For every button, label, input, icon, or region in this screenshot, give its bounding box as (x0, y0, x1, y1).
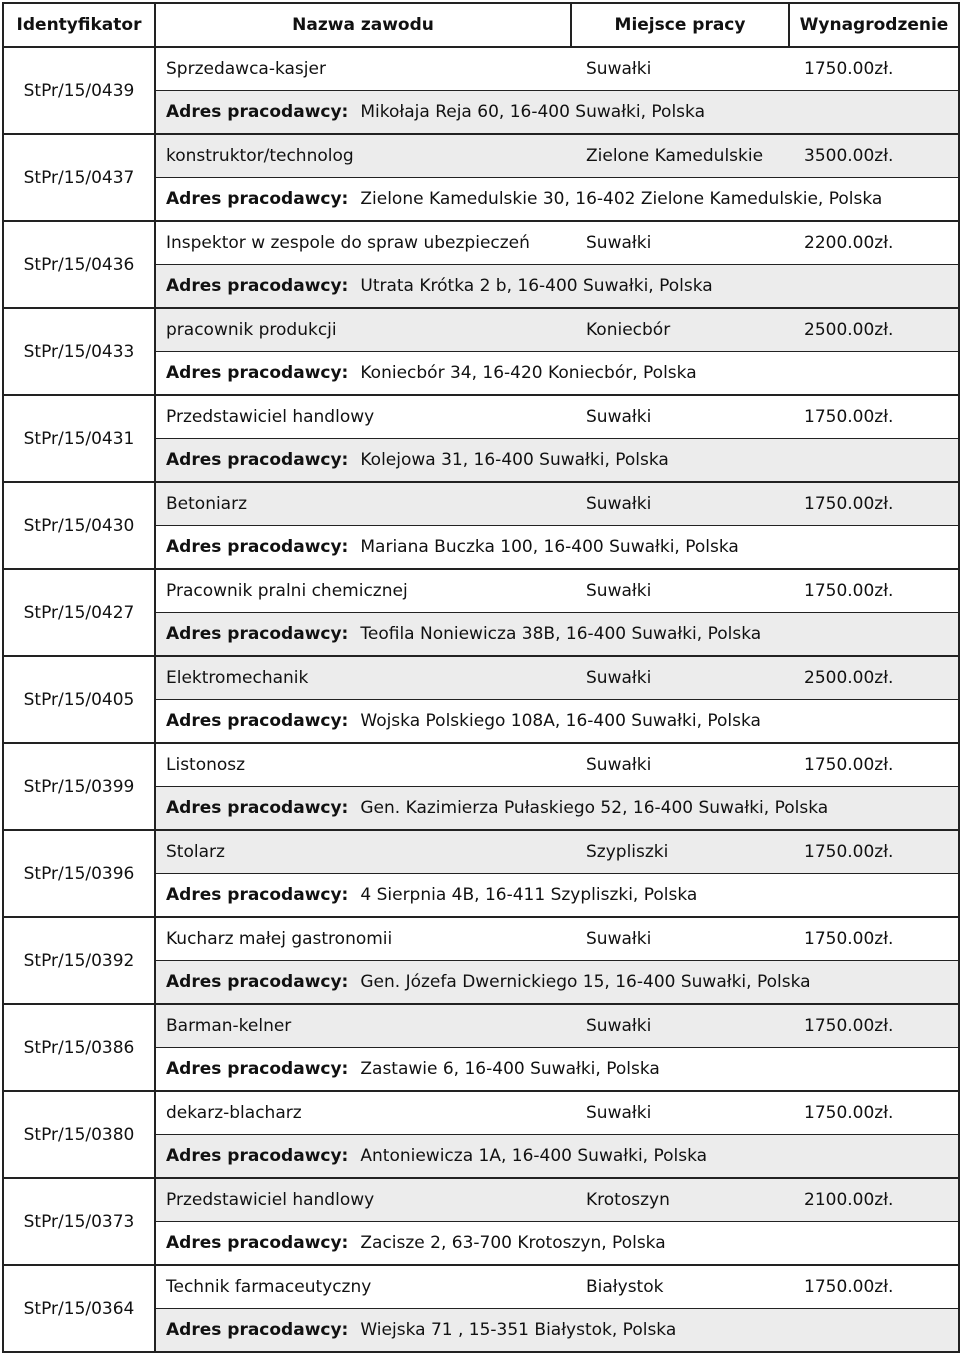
offer-job-name: pracownik produkcji (166, 320, 337, 340)
offer-id: StPr/15/0386 (3, 1004, 155, 1091)
offer-address: Mariana Buczka 100, 16-400 Suwałki, Polska (360, 537, 739, 557)
offer-details (155, 482, 959, 569)
offer-address-line (156, 700, 958, 742)
address-label: Adres pracodawcy: (166, 189, 349, 209)
address-label: Adres pracodawcy: (166, 102, 349, 122)
offer-workplace: Suwałki (586, 668, 652, 688)
offer-workplace: Suwałki (586, 929, 652, 949)
offer-address: Zacisze 2, 63-700 Krotoszyn, Polska (360, 1233, 666, 1253)
offer-salary: 1750.00zł. (804, 755, 894, 775)
offer-summary (156, 570, 958, 613)
table-row (3, 308, 959, 395)
offer-job-name: Barman-kelner (166, 1016, 292, 1036)
offer-job-name: Stolarz (166, 842, 225, 862)
job-offers-table (2, 2, 960, 1353)
offer-address: Wiejska 71 , 15-351 Białystok, Polska (360, 1320, 677, 1340)
offer-workplace: Suwałki (586, 1016, 652, 1036)
offer-workplace: Zielone Kamedulskie (586, 146, 764, 166)
offer-salary: 2100.00zł. (804, 1190, 894, 1210)
offer-id: StPr/15/0380 (3, 1091, 155, 1178)
offer-job-name: dekarz-blacharz (166, 1103, 302, 1123)
offer-salary: 1750.00zł. (804, 581, 894, 601)
offer-address: Antoniewicza 1A, 16-400 Suwałki, Polska (360, 1146, 708, 1166)
offer-id: StPr/15/0399 (3, 743, 155, 830)
offer-job-name: Inspektor w zespole do spraw ubezpieczeń (166, 233, 530, 253)
offer-details (155, 830, 959, 917)
offer-address-line (156, 265, 958, 307)
offer-salary: 2200.00zł. (804, 233, 894, 253)
address-label: Adres pracodawcy: (166, 798, 349, 818)
offer-details (155, 1091, 959, 1178)
table-row (3, 47, 959, 134)
offer-workplace: Suwałki (586, 59, 652, 79)
offer-details (155, 569, 959, 656)
offer-details (155, 1178, 959, 1265)
offer-summary (156, 483, 958, 526)
offer-address-line (156, 613, 958, 655)
offer-id: StPr/15/0392 (3, 917, 155, 1004)
offer-workplace: Suwałki (586, 755, 652, 775)
header-workplace: Miejsce pracy (571, 3, 789, 47)
offer-salary: 1750.00zł. (804, 494, 894, 514)
offer-summary (156, 1092, 958, 1135)
offer-salary: 1750.00zł. (804, 59, 894, 79)
offer-salary: 1750.00zł. (804, 1103, 894, 1123)
offer-id: StPr/15/0430 (3, 482, 155, 569)
offer-summary (156, 309, 958, 352)
header-identifier: Identyfikator (3, 3, 155, 47)
offer-id: StPr/15/0437 (3, 134, 155, 221)
offer-job-name: Pracownik pralni chemicznej (166, 581, 408, 601)
table-row (3, 917, 959, 1004)
offer-address: Kolejowa 31, 16-400 Suwałki, Polska (360, 450, 669, 470)
offer-salary: 3500.00zł. (804, 146, 894, 166)
address-label: Adres pracodawcy: (166, 1146, 349, 1166)
offer-id: StPr/15/0373 (3, 1178, 155, 1265)
offer-address: Zastawie 6, 16-400 Suwałki, Polska (360, 1059, 660, 1079)
table-row (3, 1004, 959, 1091)
address-label: Adres pracodawcy: (166, 1320, 349, 1340)
address-label: Adres pracodawcy: (166, 1059, 349, 1079)
address-label: Adres pracodawcy: (166, 711, 349, 731)
offer-details (155, 134, 959, 221)
table-row (3, 743, 959, 830)
table-header-row (3, 3, 959, 47)
offer-workplace: Białystok (586, 1277, 664, 1297)
offer-address-line (156, 1222, 958, 1264)
offer-id: StPr/15/0439 (3, 47, 155, 134)
offer-address-line (156, 178, 958, 220)
offer-job-name: konstruktor/technolog (166, 146, 354, 166)
offer-address-line (156, 526, 958, 568)
offer-job-name: Technik farmaceutyczny (166, 1277, 372, 1297)
table-row (3, 569, 959, 656)
offer-id: StPr/15/0364 (3, 1265, 155, 1352)
address-label: Adres pracodawcy: (166, 972, 349, 992)
offer-summary (156, 831, 958, 874)
offer-details (155, 917, 959, 1004)
offer-summary (156, 222, 958, 265)
offer-id: StPr/15/0427 (3, 569, 155, 656)
offer-details (155, 743, 959, 830)
table-row (3, 656, 959, 743)
offer-workplace: Szypliszki (586, 842, 669, 862)
table-row (3, 482, 959, 569)
offer-address-line (156, 1048, 958, 1090)
table-row (3, 1091, 959, 1178)
address-label: Adres pracodawcy: (166, 450, 349, 470)
offer-address-line (156, 874, 958, 916)
offer-job-name: Betoniarz (166, 494, 248, 514)
offer-summary (156, 1179, 958, 1222)
offer-address-line (156, 352, 958, 394)
table-row (3, 830, 959, 917)
offer-salary: 1750.00zł. (804, 842, 894, 862)
offer-job-name: Kucharz małej gastronomii (166, 929, 393, 949)
offer-details (155, 1004, 959, 1091)
offer-summary (156, 1266, 958, 1309)
offer-id: StPr/15/0436 (3, 221, 155, 308)
offer-job-name: Sprzedawca-kasjer (166, 59, 326, 79)
offer-salary: 1750.00zł. (804, 929, 894, 949)
offer-workplace: Suwałki (586, 233, 652, 253)
table-row (3, 1265, 959, 1352)
offer-id: StPr/15/0431 (3, 395, 155, 482)
offer-workplace: Krotoszyn (586, 1190, 670, 1210)
offer-address-line (156, 91, 958, 133)
offer-address-line (156, 961, 958, 1003)
offer-address: Wojska Polskiego 108A, 16-400 Suwałki, Polska (360, 711, 761, 731)
offer-details (155, 47, 959, 134)
table-row (3, 1178, 959, 1265)
offer-summary (156, 48, 958, 91)
address-label: Adres pracodawcy: (166, 624, 349, 644)
offer-address: Koniecbór 34, 16-420 Koniecbór, Polska (360, 363, 697, 383)
offer-address: 4 Sierpnia 4B, 16-411 Szypliszki, Polska (360, 885, 698, 905)
header-job-name: Nazwa zawodu (155, 3, 571, 47)
offer-summary (156, 918, 958, 961)
offer-address-line (156, 787, 958, 829)
offer-workplace: Koniecbór (586, 320, 671, 340)
offer-workplace: Suwałki (586, 1103, 652, 1123)
offer-workplace: Suwałki (586, 494, 652, 514)
offer-job-name: Listonosz (166, 755, 246, 775)
offer-job-name: Przedstawiciel handlowy (166, 407, 375, 427)
offers-body (3, 47, 959, 1352)
offer-summary (156, 135, 958, 178)
offer-summary (156, 396, 958, 439)
offer-details (155, 656, 959, 743)
offer-address: Gen. Józefa Dwernickiego 15, 16-400 Suwałki, Polska (360, 972, 811, 992)
offer-details (155, 308, 959, 395)
header-salary: Wynagrodzenie (789, 3, 959, 47)
offer-id: StPr/15/0405 (3, 656, 155, 743)
offer-address: Teofila Noniewicza 38B, 16-400 Suwałki, Polska (360, 624, 762, 644)
offer-address-line (156, 1135, 958, 1177)
offer-workplace: Suwałki (586, 407, 652, 427)
offer-address: Gen. Kazimierza Pułaskiego 52, 16-400 Suwałki, Polska (360, 798, 829, 818)
address-label: Adres pracodawcy: (166, 363, 349, 383)
address-label: Adres pracodawcy: (166, 885, 349, 905)
offer-details (155, 1265, 959, 1352)
address-label: Adres pracodawcy: (166, 537, 349, 557)
offer-salary: 1750.00zł. (804, 1016, 894, 1036)
offer-salary: 1750.00zł. (804, 1277, 894, 1297)
offer-workplace: Suwałki (586, 581, 652, 601)
table-row (3, 221, 959, 308)
offer-address: Utrata Krótka 2 b, 16-400 Suwałki, Polska (360, 276, 713, 296)
offer-details (155, 221, 959, 308)
offer-salary: 1750.00zł. (804, 407, 894, 427)
offer-address: Zielone Kamedulskie 30, 16-402 Zielone Kamedulskie, Polska (360, 189, 883, 209)
table-row (3, 134, 959, 221)
offer-salary: 2500.00zł. (804, 320, 894, 340)
offer-salary: 2500.00zł. (804, 668, 894, 688)
address-label: Adres pracodawcy: (166, 276, 349, 296)
table-row (3, 395, 959, 482)
offer-address-line (156, 1309, 958, 1351)
offer-job-name: Elektromechanik (166, 668, 309, 688)
offer-id: StPr/15/0396 (3, 830, 155, 917)
offer-summary (156, 1005, 958, 1048)
offer-summary (156, 657, 958, 700)
address-label: Adres pracodawcy: (166, 1233, 349, 1253)
offer-details (155, 395, 959, 482)
offer-summary (156, 744, 958, 787)
offer-address-line (156, 439, 958, 481)
offer-address: Mikołaja Reja 60, 16-400 Suwałki, Polska (360, 102, 705, 122)
offer-job-name: Przedstawiciel handlowy (166, 1190, 375, 1210)
offer-id: StPr/15/0433 (3, 308, 155, 395)
